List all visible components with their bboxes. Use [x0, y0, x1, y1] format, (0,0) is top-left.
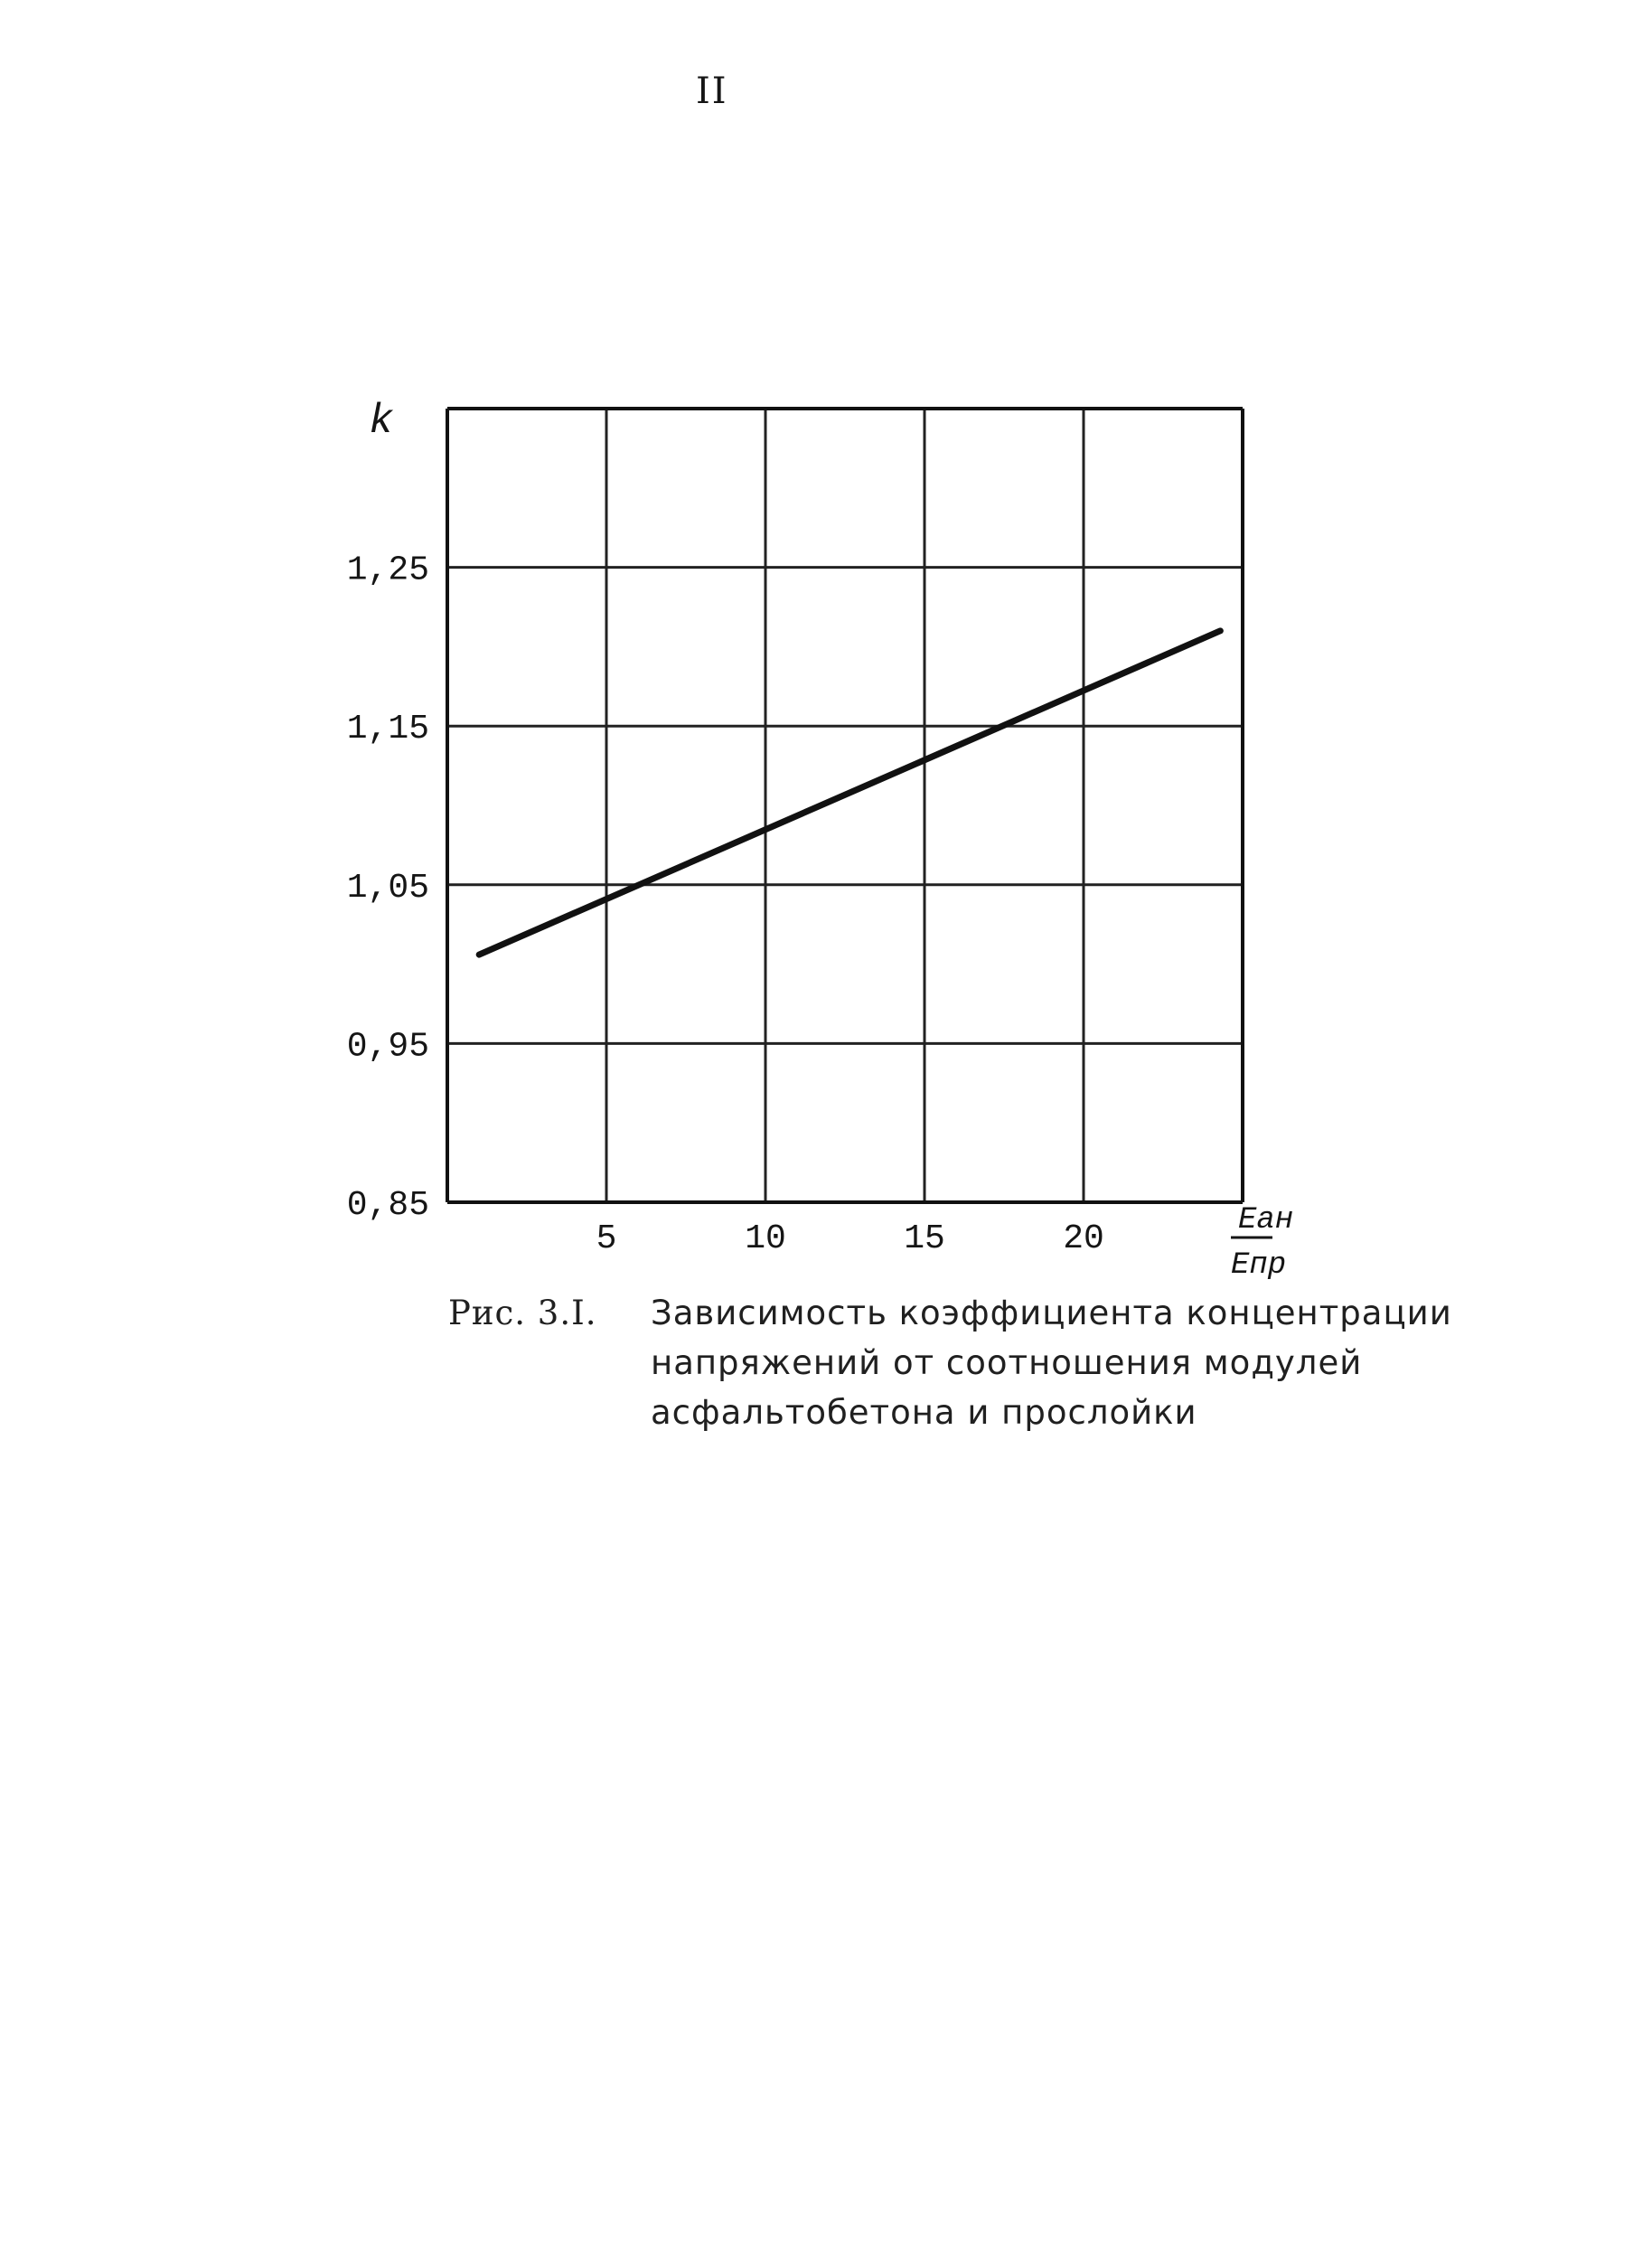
y-tick-label-1: 0,95 — [346, 1027, 429, 1067]
caption-line-3: асфальтобетона и прослойки — [651, 1393, 1197, 1432]
y-tick-label-2: 1,05 — [346, 868, 429, 908]
caption-prefix: Рис. 3.I. — [448, 1294, 597, 1332]
figure-caption — [448, 1288, 1452, 1437]
page-number: II — [696, 71, 728, 112]
chart-grid — [447, 409, 1243, 1202]
x-tick-label-3: 20 — [1063, 1219, 1104, 1258]
chart-labels — [347, 398, 1293, 1283]
x-tick-label-2: 15 — [904, 1219, 945, 1258]
series-line-0 — [479, 631, 1220, 955]
y-tick-label-4: 1,25 — [346, 551, 429, 590]
x-tick-label-1: 10 — [745, 1219, 786, 1258]
chart-series — [479, 631, 1220, 955]
chart-axes — [447, 409, 1243, 1202]
x-axis-label-denominator: Eпр — [1231, 1248, 1287, 1283]
y-axis-label: k — [369, 398, 394, 445]
caption-line-1 — [448, 1288, 1452, 1338]
caption-text-1: Зависимость коэффициента концентрации — [651, 1294, 1452, 1332]
y-tick-label-0: 0,85 — [346, 1186, 429, 1225]
x-tick-label-0: 5 — [596, 1219, 617, 1258]
x-axis-label-numerator: Eан — [1238, 1203, 1294, 1238]
y-tick-label-3: 1,15 — [346, 710, 429, 749]
caption-line-2: напряжений от соотношения модулей — [651, 1343, 1363, 1382]
